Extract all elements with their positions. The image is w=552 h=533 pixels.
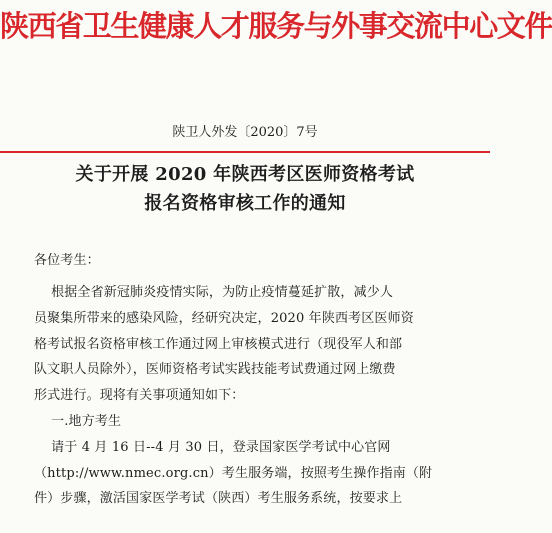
section-heading: 一.地方考生 bbox=[34, 413, 122, 429]
salutation bbox=[34, 248, 482, 274]
notice-title-line-2: 报名资格审核工作的通知 bbox=[144, 193, 346, 214]
notice-title-line-1: 关于开展 2020 年陕西考区医师资格考试 bbox=[75, 164, 415, 185]
masthead-title: 陕西省卫生健康人才服务与外事交流中心文件 bbox=[0, 9, 552, 43]
body-line: 格考试报名资格审核工作通过网上审核模式进行（现役军人和部 bbox=[34, 336, 403, 352]
red-divider-line bbox=[0, 151, 490, 153]
salutation-text: 各位考生： bbox=[34, 253, 100, 268]
body-line: 件）步骤，激活国家医学考试（陕西）考生服务系统，按要求上 bbox=[34, 491, 403, 507]
body-line: 请于 4 月 16 日--4 月 30 日，登录国家医学考试中心官网 bbox=[34, 439, 391, 455]
body-text bbox=[34, 280, 482, 512]
document-number: 陕卫人外发〔2020〕7号 bbox=[172, 125, 318, 140]
body-line: 队文职人员除外），医师资格考试实践技能考试费通过网上缴费 bbox=[34, 362, 396, 378]
body-line: （http://www.nmec.org.cn）考生服务端，按照考生操作指南（附 bbox=[34, 465, 433, 481]
body-line: 员聚集所带来的感染风险，经研究决定，2020 年陕西考区医师资 bbox=[34, 310, 414, 326]
body-line: 形式进行。现将有关事项通知如下： bbox=[34, 388, 245, 404]
body-line: 根据全省新冠肺炎疫情实际，为防止疫情蔓延扩散，减少人 bbox=[34, 285, 394, 300]
